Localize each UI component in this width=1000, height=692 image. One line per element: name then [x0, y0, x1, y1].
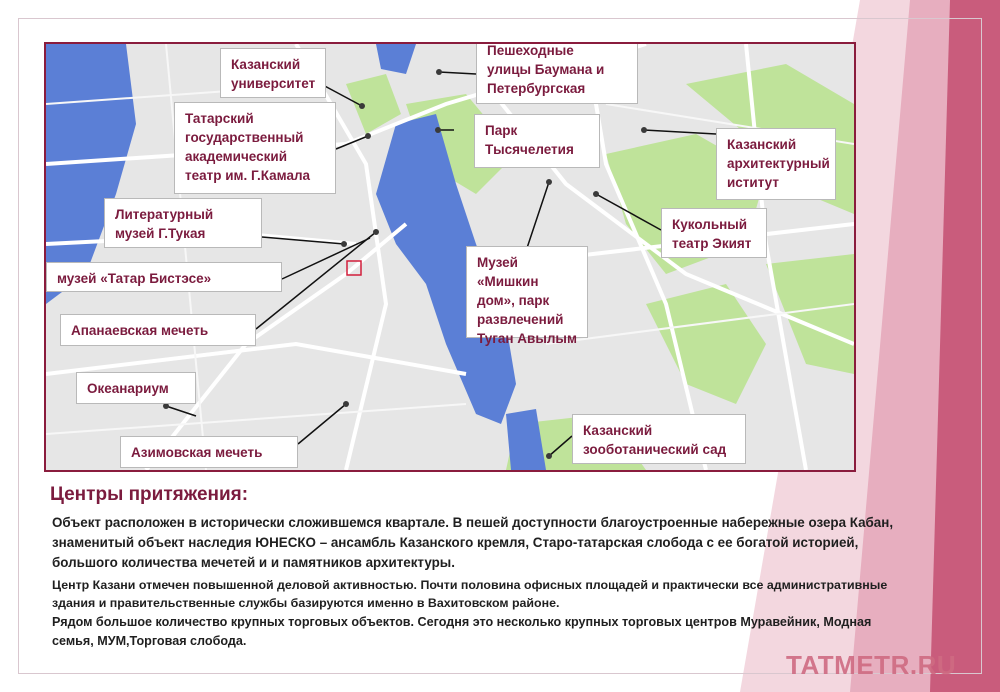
label-oceanarium: Океанариум	[76, 372, 196, 404]
section-heading: Центры притяжения:	[50, 484, 249, 505]
paragraph-business: Центр Казани отмечен повышенной деловой активностью. Почти половина офисных площадей и практически все административные здания и правительственные службы базируются именно в Вахитовском районе.	[52, 578, 888, 610]
label-apanaev-mosque: Апанаевская мечеть	[60, 314, 256, 346]
label-mishkin-dom: Музей «Мишкин дом», парк развлечений Туган Авылым	[466, 246, 588, 338]
label-pedestrian-streets: Пешеходные улицы Баумана и Петербургская	[476, 42, 638, 104]
label-tukay-museum: Литературный музей Г.Тукая	[104, 198, 262, 248]
label-architecture-institute: Казанский архитектурный иститут	[716, 128, 836, 200]
paragraph-location: Объект расположен в исторически сложившемся квартале. В пешей доступности благоустроенные набережные озера Кабан, знаменитый объект наследия ЮНЕСКО – ансамбль Казанского кремля, Старо-татарская слобода с ее богатой историей, большого количества мечетей и и памятников архитектуры.	[52, 515, 894, 570]
label-zoo-botanical-garden: Казанский зооботанический сад	[572, 414, 746, 464]
label-kazan-university: Казанский университет	[220, 48, 326, 98]
label-kamal-theater: Татарский государственный академический театр им. Г.Камала	[174, 102, 336, 194]
watermark: TATMETR.RU	[786, 650, 957, 680]
label-tatar-bistase-museum: музей «Татар Бистэсе»	[46, 262, 282, 292]
label-azimov-mosque: Азимовская мечеть	[120, 436, 298, 468]
map[interactable]	[44, 42, 856, 472]
paragraph-shopping: Рядом большое количество крупных торговых объектов. Сегодня это несколько крупных торговых центров Муравейник, Модная семья, МУМ,Торговая слобода.	[52, 615, 872, 648]
label-puppet-theater: Кукольный театр Экият	[661, 208, 767, 258]
label-millennium-park: Парк Тысячелетия	[474, 114, 600, 168]
